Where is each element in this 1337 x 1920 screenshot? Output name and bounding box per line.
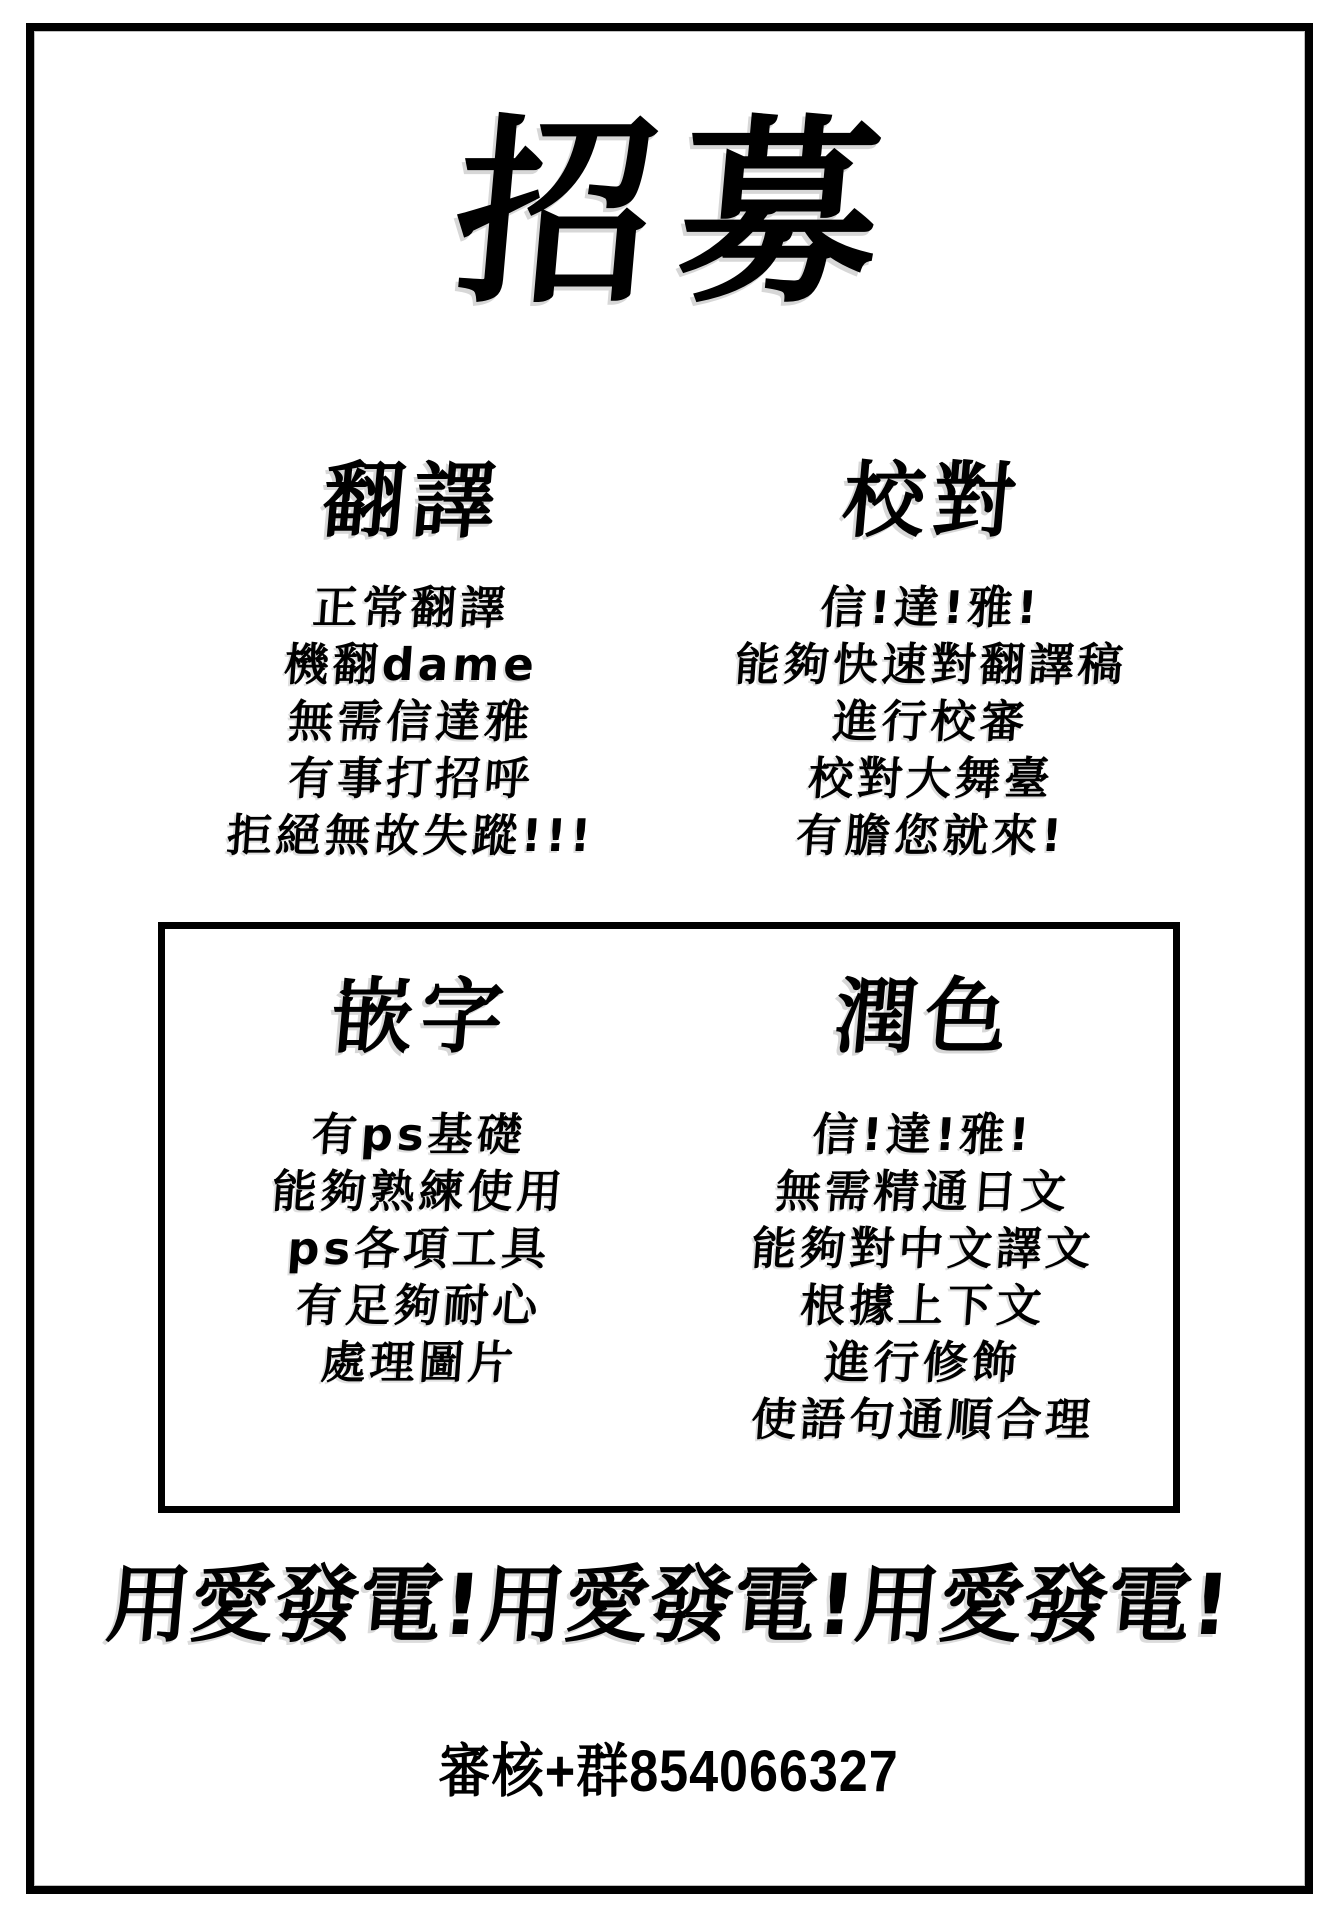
requirement-line: 有事打招呼: [286, 752, 535, 806]
requirement-line: 有足夠耐心: [294, 1278, 543, 1332]
section-proofreading-heading: 校對: [838, 454, 1027, 549]
requirement-line: 使語句通順合理: [749, 1392, 1096, 1446]
requirement-line: 正常翻譯: [310, 581, 511, 635]
section-typesetting: [165, 971, 669, 1447]
section-polishing-requirements: [669, 1106, 1173, 1448]
requirement-line: 無需信達雅: [286, 695, 535, 749]
section-typesetting-requirements: [165, 1106, 669, 1391]
section-polishing-heading: 潤色: [830, 970, 1019, 1066]
requirement-line: 能夠熟練使用: [269, 1164, 568, 1218]
requirement-line: 能夠對中文譯文: [749, 1221, 1096, 1275]
section-translation-requirements: [149, 579, 669, 864]
requirement-line: 進行校審: [830, 695, 1031, 749]
section-proofreading-requirements: [669, 579, 1189, 864]
slogan-banner: 用愛發電!用愛發電!用愛發電!: [102, 1555, 1235, 1654]
requirement-line: 根據上下文: [798, 1278, 1047, 1332]
requirement-line: 有ps基礎: [309, 1107, 528, 1161]
section-typesetting-heading: 嵌字: [326, 970, 515, 1066]
section-translation-heading: 翻譯: [318, 454, 507, 549]
requirement-line: 能夠快速對翻譯稿: [732, 638, 1129, 692]
requirement-line: 信!達!雅!: [810, 1107, 1035, 1161]
requirement-line: 信!達!雅!: [818, 581, 1043, 635]
requirement-line: 進行修飾: [822, 1335, 1023, 1389]
requirement-line: 校對大舞臺: [806, 752, 1055, 806]
requirement-line: 無需精通日文: [773, 1164, 1072, 1218]
requirement-line: 處理圖片: [318, 1335, 519, 1389]
boxed-sections-border: [158, 922, 1180, 1512]
boxed-sections: [165, 971, 1173, 1447]
section-proofreading: [669, 455, 1189, 864]
requirement-line: 有膽您就來!: [793, 809, 1068, 863]
section-polishing: [669, 971, 1173, 1447]
top-sections: [149, 455, 1189, 864]
requirement-line: 拒絕無故失蹤!!!: [224, 809, 597, 863]
section-translation: [149, 455, 669, 864]
poster-title: 招募: [446, 98, 915, 331]
contact-line: 審核+群854066327: [438, 1738, 899, 1804]
requirement-line: ps各項工具: [285, 1221, 552, 1275]
requirement-line: 機翻dame: [281, 638, 540, 692]
